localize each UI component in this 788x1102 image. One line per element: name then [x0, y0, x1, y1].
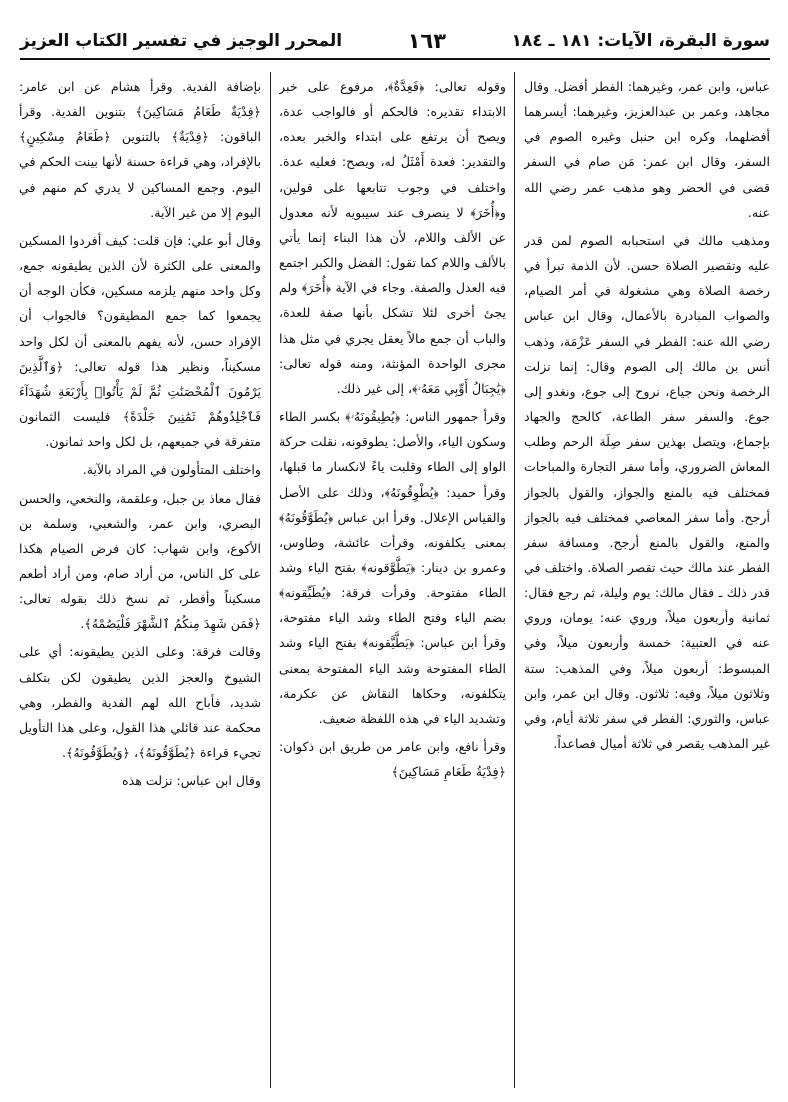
- text-column-left: [19, 74, 261, 1089]
- paragraph: وقرأ نافع، وابن عامر من طريق ابن ذكوان: ﴿فِدْيَةُ طَعَامِ مَسَاكِينَ﴾: [279, 739, 506, 780]
- paragraph: واختلف المتأولون في المراد بالآية.: [82, 462, 261, 478]
- running-header: [20, 24, 770, 60]
- paragraph: وقرأ جمهور الناس: ﴿يُطِيقُونَهُۥ﴾ بكسر الطاء وسكون الياء، والأصل: يطوقونه، نقلت حركة الواو إلى الطاء وقلبت ياءً لانكسار ما قبلها، وقرأ حميد: ﴿يُطْوِقُونَهُ﴾، وذلك على الأصل والقياس الإعلال. وقرأ ابن عباس ﴿يُطَوَّقُونَهُ﴾ بمعنى يكلفونه، وقرأت عائشة، وطاوس، وعمرو بن دينار: ﴿يَطَّوَّقونه﴾ بفتح الياء وشد الطاء مفتوحة. وقرأت فرقة: ﴿يُطَيِّقونه﴾ بضم الياء وفتح الطاء وشد الياء مفتوحة، وقرأ ابن عباس: ﴿يَطَّيَّقونه﴾ بفتح الياء وشد الطاء المفتوحة وشد الياء المفتوحة بمعنى يتكلفونه، وحكاها النقاش عن عكرمة، وتشديد الياء في هذه اللفظة ضعيف.: [279, 409, 506, 726]
- paragraph: عباس، وابن عمر، وغيرهما: الفطر أفضل. وقال مجاهد، وعمر بن عبدالعزيز، وغيرهما: أيسرهما أفضلهما، وكره ابن حنبل وغيره الصوم في السفر، وقال ابن عمر: مَن صام في السفر قضى في الحضر وهو مذهب عمر رضي الله عنه.: [524, 79, 770, 220]
- surah-verses-heading: سورة البقرة، الآيات: ١٨١ ـ ١٨٤: [511, 31, 770, 51]
- column-divider: [270, 72, 271, 1088]
- paragraph: وقال أبو علي: فإن قلت: كيف أفردوا المسكين والمعنى على الكثرة لأن الذين يطيقونه جمع، وكل واحد منهم يلزمه مسكين، فكأن الوجه أن يجمعوا كما جمع المطيقون؟ فالجواب أن الإفراد حسن، لأنه يفهم بالمعنى أن لكل واحد مسكيناً، ونظير هذا قوله تعالى: ﴿وَٱلَّذِينَ يَرْمُونَ ٱلْمُحْصَنَٰتِ ثُمَّ لَمْ يَأْتُوا۟ بِأَرْبَعَةِ شُهَدَآءَ فَٱجْلِدُوهُمْ ثَمَٰنِينَ جَلْدَةً﴾ فليست الثمانون متفرقة في جميعهم، بل لكل واحد ثمانون.: [19, 232, 261, 450]
- column-divider: [514, 72, 515, 1088]
- paragraph: وقال ابن عباس: نزلت هذه: [122, 773, 261, 789]
- paragraph: فقال معاذ بن جبل، وعلقمة، والنخعي، والحسن البصري، وابن عمر، والشعبي، وسلمة بن الأكوع، وابن شهاب: كان فرض الصيام هكذا على كل الناس، من أراد صام، ومن أراد أطعم مسكيناً وأفطر، ثم نسخ ذلك بقوله تعالى: ﴿فَمَن شَهِدَ مِنكُمُ ٱلشَّهْرَ فَلْيَصُمْهُ﴾.: [19, 490, 261, 632]
- paragraph: وقالت فرقة: وعلى الذين يطيقونه: أي على الشيوخ والعجز الذين يطيقون لكن بتكلف شديد، فأباح الله لهم الفدية والفطر، وهي محكمة عند قائلي هذا القول، وعلى هذا التأويل تجيء قراءة ﴿يُطَوَّقُونَهُ﴾، ﴿وَيُطَوَّقُونَهُ﴾.: [19, 644, 261, 761]
- book-title-heading: المحرر الوجيز في تفسير الكتاب العزيز: [20, 31, 343, 51]
- paragraph: وقوله تعالى: ﴿فَعِدَّةٌ﴾، مرفوع على خبر الابتداء تقديره: فالحكم أو فالواجب عدة، ويصح أن يرتفع على ابتداء والخبر بعده، والتقدير: فعدة أَمْثَلُ له، ويصح: فعليه عدة. واختلف في وجوب تتابعها على قولين، و﴿أُخَرَ﴾ لا ينصرف عند سيبويه لأنه معدول عن الألف واللام، لأن هذا البناء إنما يأتي بالألف واللام كما تقول: الفضل والكبر اجتمع فيه العدل والصفة. وجاء في الآية ﴿أُخَرَ﴾ ولم يجئ أخرى لئلا تشكل بأنها صفة للعدة، والباب أن جمع مالاً يعقل يجري في مثل هذا مجرى الواحدة المؤنثة، ومنه قوله تعالى: ﴿يَٰجِبَالُ أَوِّبِي مَعَهُۥ﴾، إلى غير ذلك.: [279, 79, 506, 396]
- paragraph: ومذهب مالك في استحبابه الصوم لمن قدر عليه وتقصير الصلاة حسن. لأن الذمة تبرأ في رخصة الصلاة وهي مشغولة في أمر الصيام، والصواب المبادرة بالأعمال، وقال ابن عباس رضي الله عنه: الفطر في السفر عَزْمَة، وذهب أنس بن مالك إلى الصوم وقال: إنما نزلت الرخصة ونحن جياع، نروح إلى جوع، ونغدو إلى جوع. والسفر سفر الطاعة، كالحج والجهاد بإجماع، ويتصل بهذين سفر صِلَة الرحم وطلب المعاش الضروري، وأما سفر التجارة والمباحات فمختلف فيه بالمنع والجواز، والقول بالجواز أرجح. وأما سفر المعاصي فمختلف فيه بالجواز والمنع، والقول بالمنع أرجح. ومسافة سفر الفطر عند مالك حيث تقصر الصلاة. واختلف في قدر ذلك ـ فقال مالك: يوم وليلة، ثم رجع فقال: ثمانية وأربعون ميلاً، وروي عنه: يومان، وروي عنه في العتبية: خمسة وأربعون ميلاً، وفي المبسوط: أربعون ميلاً، وفي المذهب: ستة وثلاثون ميلاً، وفيه: ثلاثون. وقال ابن عمر، وابن عباس، والثوري: الفطر في سفر ثلاثة أيام، وفي غير المذهب يقصر في ثلاثة أميال فصاعداً.: [524, 232, 770, 752]
- text-column-right: [524, 74, 770, 1089]
- paragraph: بإضافة الفدية. وقرأ هشام عن ابن عامر: ﴿فِدْيَةٌ طَعَامُ مَسَاكِينَ﴾ بتنوين الفدية. وقرأ الباقون: ﴿فِدْيَةٌ﴾ بالتنوين ﴿طَعَامُ مِسْكِينٍ﴾ بالإفراد، وهي قراءة حسنة لأنها بينت الحكم في اليوم. وجمع المساكين لا يدري كم منهم في اليوم إلا من غير الآية.: [19, 79, 261, 220]
- page-number: ١٦٣: [407, 29, 447, 53]
- text-column-middle: [279, 74, 506, 1089]
